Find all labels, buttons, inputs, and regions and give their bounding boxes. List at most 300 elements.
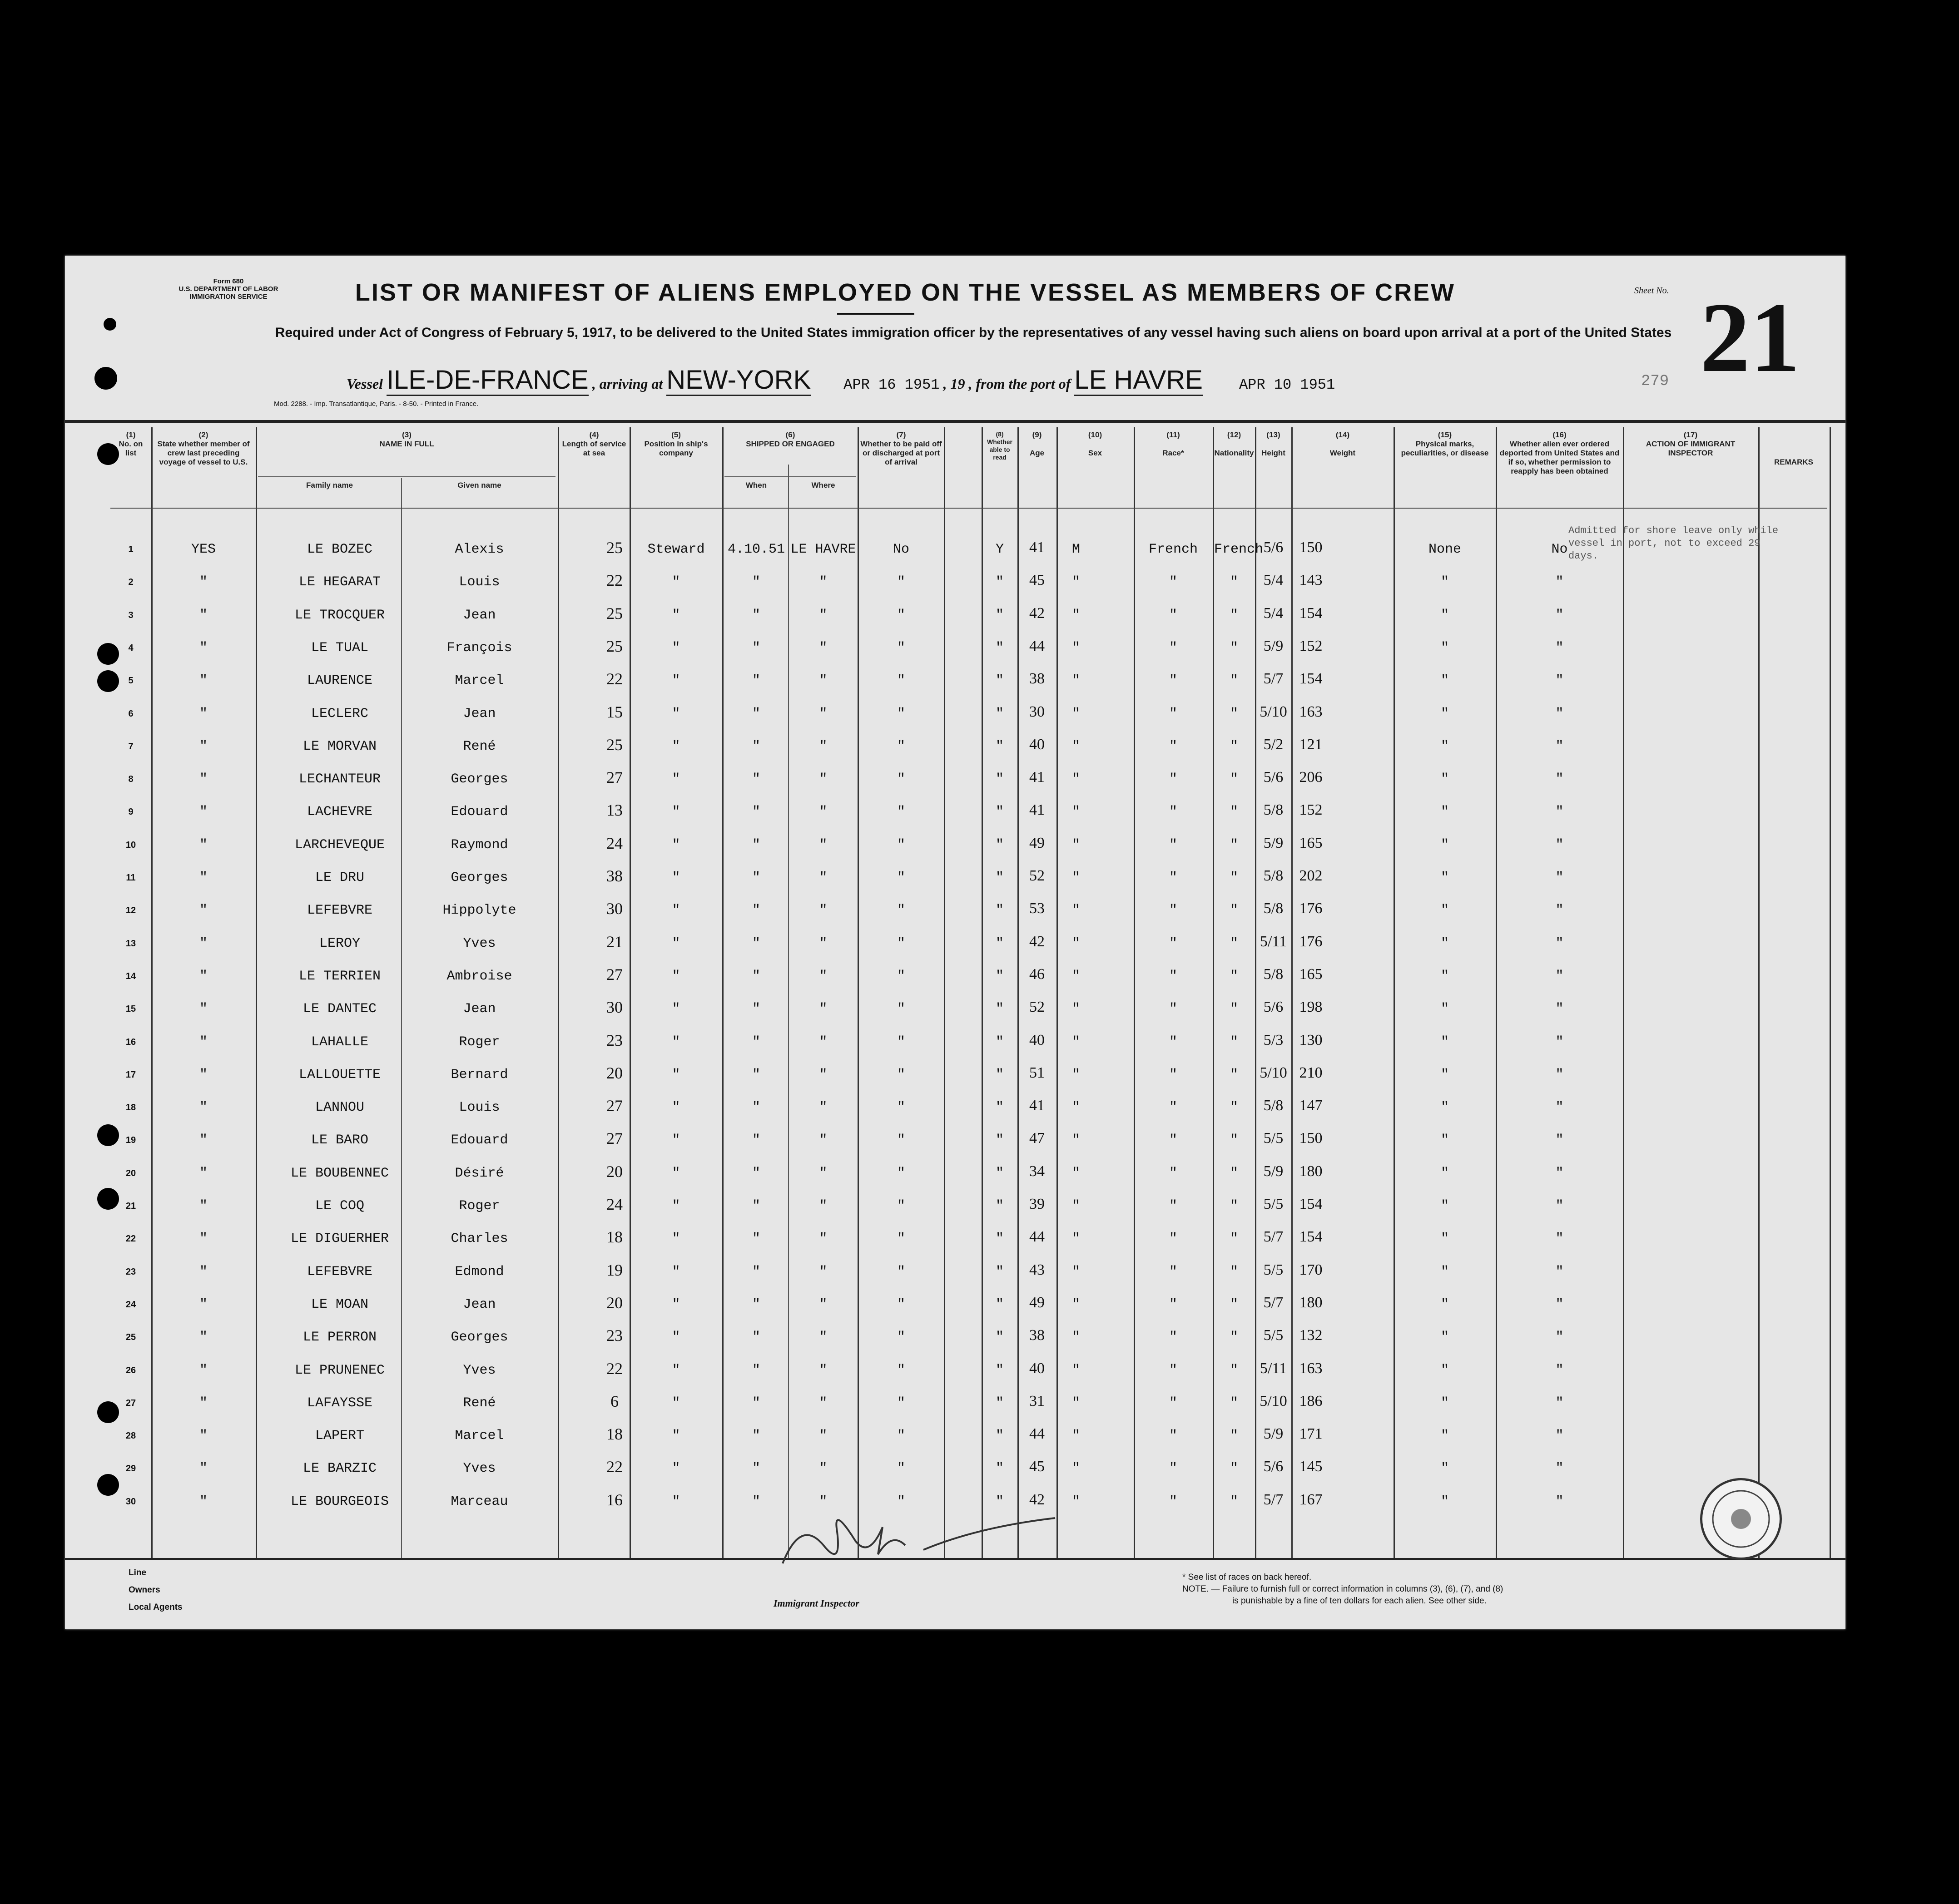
- cell-height: 5/11: [1260, 1360, 1287, 1377]
- cell-weight: 180: [1299, 1162, 1323, 1180]
- cell-nationality: ": [1230, 1001, 1238, 1017]
- cell-race: ": [1169, 640, 1177, 656]
- cell-where: ": [819, 1198, 828, 1214]
- cell-prev: YES: [191, 542, 216, 557]
- cell-deported: ": [1555, 1296, 1564, 1312]
- cell-age: 34: [1029, 1162, 1045, 1180]
- cell-sex: ": [1071, 1133, 1080, 1148]
- cell-age: 47: [1029, 1130, 1045, 1147]
- cell-paid: ": [897, 673, 905, 689]
- cell-marks: ": [1440, 1231, 1449, 1247]
- cell-where: LE HAVRE: [790, 542, 856, 557]
- cell-prev: ": [199, 968, 208, 984]
- cell-height: 5/3: [1263, 1031, 1284, 1048]
- cell-deported: ": [1555, 1100, 1564, 1116]
- cell-sex: ": [1071, 771, 1080, 787]
- cell-where: ": [819, 771, 828, 787]
- header-rule: [65, 420, 1845, 423]
- cell-sex: ": [1071, 1264, 1080, 1280]
- cell-given: Alexis: [455, 542, 504, 557]
- cell-sex: ": [1071, 1067, 1080, 1083]
- cell-given: Marceau: [451, 1494, 508, 1509]
- cell-height: 5/7: [1263, 1491, 1284, 1508]
- cell-height: 5/10: [1260, 1392, 1287, 1409]
- cell-prev: ": [199, 640, 208, 656]
- binder-hole: [97, 643, 119, 665]
- cell-position: ": [672, 870, 680, 885]
- cell-no: 4: [128, 643, 134, 653]
- cell-marks: ": [1440, 640, 1449, 656]
- cell-paid: ": [897, 837, 905, 853]
- cell-service: 18: [606, 1425, 623, 1444]
- cell-where: ": [819, 903, 828, 919]
- cell-given: Bernard: [451, 1067, 508, 1083]
- cell-when: ": [752, 1198, 760, 1214]
- cell-marks: None: [1428, 542, 1461, 557]
- departure-date: APR 10 1951: [1239, 376, 1335, 393]
- cell-nationality: ": [1230, 1133, 1238, 1148]
- cell-age: 42: [1029, 933, 1045, 950]
- crew-row: [65, 932, 1845, 969]
- cell-deported: ": [1555, 935, 1564, 951]
- cell-paid: ": [897, 903, 905, 919]
- cell-nationality: ": [1230, 607, 1238, 623]
- cell-paid: ": [897, 1133, 905, 1148]
- cell-marks: ": [1440, 1034, 1449, 1050]
- cell-weight: 154: [1299, 1196, 1323, 1212]
- cell-marks: ": [1440, 1296, 1449, 1312]
- cell-when: ": [752, 574, 760, 590]
- cell-given: Marcel: [455, 1428, 504, 1444]
- cell-paid: No: [893, 542, 909, 557]
- shore-leave-stamp: Admitted for shore leave only while vessel in port, not to exceed 29 days.: [1568, 525, 1779, 562]
- cell-race: ": [1169, 607, 1177, 623]
- cell-service: 22: [606, 1458, 623, 1476]
- cell-no: 24: [125, 1299, 136, 1310]
- cell-prev: ": [199, 1264, 208, 1280]
- cell-deported: ": [1555, 640, 1564, 656]
- cell-given: Edouard: [451, 804, 508, 820]
- cell-height: 5/4: [1263, 572, 1284, 589]
- cell-sex: ": [1071, 1296, 1080, 1312]
- cell-deported: ": [1555, 706, 1564, 722]
- cell-read: ": [995, 1198, 1004, 1214]
- cell-where: ": [819, 1165, 828, 1181]
- consulate-seal: [1700, 1478, 1782, 1560]
- cell-prev: ": [199, 1494, 208, 1509]
- cell-position: ": [672, 1100, 680, 1116]
- cell-when: ": [752, 903, 760, 919]
- cell-marks: ": [1440, 1428, 1449, 1444]
- cell-age: 44: [1029, 637, 1045, 654]
- cell-where: ": [819, 1100, 828, 1116]
- cell-prev: ": [199, 1231, 208, 1247]
- cell-marks: ": [1440, 1067, 1449, 1083]
- cell-no: 3: [128, 610, 134, 620]
- cell-marks: ": [1440, 968, 1449, 984]
- cell-service: 27: [606, 1097, 623, 1115]
- cell-service: 30: [606, 900, 623, 918]
- sheet-number: 21: [1700, 282, 1800, 393]
- cell-weight: 170: [1299, 1261, 1323, 1278]
- cell-sex: ": [1071, 673, 1080, 689]
- cell-when: ": [752, 968, 760, 984]
- cell-where: ": [819, 1264, 828, 1280]
- cell-where: ": [819, 1001, 828, 1017]
- cell-height: 5/8: [1263, 900, 1284, 917]
- cell-deported: ": [1555, 1133, 1564, 1148]
- cell-given: Marcel: [455, 673, 504, 689]
- cell-read: ": [995, 1296, 1004, 1312]
- cell-deported: ": [1555, 870, 1564, 885]
- cell-given: Jean: [463, 1296, 496, 1312]
- cell-read: ": [995, 607, 1004, 623]
- cell-race: ": [1169, 771, 1177, 787]
- cell-weight: 130: [1299, 1031, 1323, 1048]
- col3-header: (3) NAME IN FULL: [379, 430, 434, 448]
- cell-paid: ": [897, 1067, 905, 1083]
- cell-read: ": [995, 1100, 1004, 1116]
- cell-paid: ": [897, 804, 905, 820]
- footnote: [1182, 1572, 1637, 1607]
- cell-sex: ": [1071, 1362, 1080, 1378]
- cell-prev: ": [199, 1001, 208, 1017]
- cell-service: 27: [606, 965, 623, 984]
- crew-row: [65, 1261, 1845, 1297]
- local-agents-label: Local Agents: [129, 1602, 183, 1612]
- arrival-date: APR 16 1951: [843, 376, 940, 393]
- cell-height: 5/5: [1263, 1130, 1284, 1147]
- cell-position: ": [672, 804, 680, 820]
- crew-row: [65, 670, 1845, 706]
- cell-weight: 150: [1299, 539, 1323, 556]
- cell-position: ": [672, 771, 680, 787]
- cell-height: 5/9: [1263, 834, 1284, 851]
- cell-weight: 167: [1299, 1491, 1323, 1508]
- cell-nationality: ": [1230, 1296, 1238, 1312]
- cell-position: ": [672, 1198, 680, 1214]
- cell-sex: ": [1071, 1231, 1080, 1247]
- cell-age: 51: [1029, 1064, 1045, 1081]
- cell-read: ": [995, 1165, 1004, 1181]
- crew-row: [65, 1097, 1845, 1133]
- subtitle: Required under Act of Congress of February 5, 1917, to be delivered to the United States immigration officer by the representatives of any vessel having such aliens on board upon arrival at a port of the United States: [275, 325, 1672, 340]
- cell-position: ": [672, 1165, 680, 1181]
- cell-age: 38: [1029, 670, 1045, 687]
- cell-when: ": [752, 1034, 760, 1050]
- cell-prev: ": [199, 1198, 208, 1214]
- cell-race: ": [1169, 1494, 1177, 1509]
- crew-row: [65, 900, 1845, 935]
- cell-deported: ": [1555, 1034, 1564, 1050]
- cell-family: LE DANTEC: [303, 1001, 377, 1017]
- cell-marks: ": [1440, 1395, 1449, 1411]
- cell-deported: ": [1555, 1264, 1564, 1280]
- cell-height: 5/9: [1263, 1162, 1284, 1180]
- cell-weight: 154: [1299, 604, 1323, 622]
- cell-read: ": [995, 1067, 1004, 1083]
- cell-family: LE DRU: [315, 870, 365, 885]
- cell-age: 41: [1029, 801, 1045, 819]
- cell-prev: ": [199, 738, 208, 754]
- cell-race: ": [1169, 673, 1177, 689]
- cell-given: Yves: [463, 1362, 496, 1378]
- cell-when: ": [752, 1428, 760, 1444]
- cell-where: ": [819, 1428, 828, 1444]
- cell-when: ": [752, 1231, 760, 1247]
- cell-weight: 154: [1299, 1228, 1323, 1246]
- cell-where: ": [819, 1461, 828, 1477]
- cell-nationality: ": [1230, 1165, 1238, 1181]
- cell-height: 5/2: [1263, 736, 1284, 753]
- cell-weight: 152: [1299, 801, 1323, 819]
- cell-nationality: ": [1230, 804, 1238, 820]
- cell-service: 20: [606, 1063, 623, 1082]
- cell-marks: ": [1440, 1198, 1449, 1214]
- cell-paid: ": [897, 738, 905, 754]
- stamp-number: 279: [1641, 373, 1669, 390]
- binder-hole: [97, 443, 119, 465]
- cell-where: ": [819, 607, 828, 623]
- cell-height: 5/8: [1263, 1097, 1284, 1114]
- cell-deported: ": [1555, 1461, 1564, 1477]
- cell-no: 16: [125, 1037, 136, 1047]
- cell-position: Steward: [647, 542, 705, 557]
- cell-no: 10: [125, 840, 136, 850]
- cell-position: ": [672, 1330, 680, 1345]
- cell-when: ": [752, 706, 760, 722]
- cell-given: Edouard: [451, 1133, 508, 1148]
- cell-given: Louis: [459, 1100, 500, 1116]
- cell-family: LANNOU: [315, 1100, 365, 1116]
- cell-service: 27: [606, 1129, 623, 1148]
- cell-when: ": [752, 1001, 760, 1017]
- cell-race: ": [1169, 1395, 1177, 1411]
- cell-nationality: ": [1230, 1428, 1238, 1444]
- cell-service: 22: [606, 1359, 623, 1378]
- cell-marks: ": [1440, 1100, 1449, 1116]
- cell-race: ": [1169, 870, 1177, 885]
- crew-row: [65, 604, 1845, 640]
- cell-nationality: ": [1230, 1395, 1238, 1411]
- cell-family: LAFAYSSE: [307, 1395, 373, 1411]
- cell-position: ": [672, 1428, 680, 1444]
- cell-no: 28: [125, 1431, 136, 1441]
- cell-family: LE COQ: [315, 1198, 365, 1214]
- cell-where: ": [819, 1231, 828, 1247]
- cell-when: 4.10.51: [727, 542, 785, 557]
- cell-given: Hippolyte: [442, 903, 516, 919]
- cell-deported: ": [1555, 1231, 1564, 1247]
- cell-paid: ": [897, 607, 905, 623]
- crew-row: [65, 1425, 1845, 1461]
- cell-sex: ": [1071, 1461, 1080, 1477]
- cell-no: 6: [128, 708, 134, 719]
- cell-read: ": [995, 738, 1004, 754]
- cell-when: ": [752, 1296, 760, 1312]
- crew-row: [65, 1063, 1845, 1100]
- cell-when: ": [752, 1494, 760, 1509]
- vessel-name: ILE-DE-FRANCE: [387, 365, 589, 396]
- cell-family: LEFEBVRE: [307, 903, 373, 919]
- cell-age: 46: [1029, 965, 1045, 983]
- col15-header: (15) Physical marks, peculiarities, or disease: [1401, 430, 1489, 457]
- cell-deported: ": [1555, 1067, 1564, 1083]
- crew-row: [65, 1392, 1845, 1428]
- cell-position: ": [672, 1264, 680, 1280]
- cell-marks: ": [1440, 1362, 1449, 1378]
- cell-weight: 176: [1299, 933, 1323, 950]
- cell-read: ": [995, 804, 1004, 820]
- cell-when: ": [752, 1100, 760, 1116]
- cell-when: ": [752, 1395, 760, 1411]
- cell-when: ": [752, 1067, 760, 1083]
- cell-position: ": [672, 1494, 680, 1509]
- cell-prev: ": [199, 1461, 208, 1477]
- cell-sex: ": [1071, 1100, 1080, 1116]
- cell-marks: ": [1440, 738, 1449, 754]
- cell-family: LE TERRIEN: [298, 968, 381, 984]
- cell-family: LECHANTEUR: [298, 771, 381, 787]
- cell-position: ": [672, 903, 680, 919]
- cell-read: Y: [995, 542, 1004, 557]
- cell-nationality: ": [1230, 673, 1238, 689]
- cell-where: ": [819, 804, 828, 820]
- cell-when: ": [752, 1461, 760, 1477]
- cell-where: ": [819, 640, 828, 656]
- cell-position: ": [672, 935, 680, 951]
- cell-given: Charles: [451, 1231, 508, 1247]
- cell-given: Yves: [463, 1461, 496, 1477]
- cell-read: ": [995, 1461, 1004, 1477]
- cell-read: ": [995, 837, 1004, 853]
- cell-marks: ": [1440, 804, 1449, 820]
- binder-hole: [94, 367, 117, 390]
- cell-age: 45: [1029, 1458, 1045, 1475]
- cell-when: ": [752, 640, 760, 656]
- cell-family: LE BOURGEOIS: [290, 1494, 389, 1509]
- cell-race: ": [1169, 1100, 1177, 1116]
- cell-weight: 163: [1299, 1360, 1323, 1377]
- cell-service: 25: [606, 735, 623, 754]
- cell-no: 26: [125, 1365, 136, 1375]
- cell-read: ": [995, 1330, 1004, 1345]
- cell-sex: ": [1071, 1001, 1080, 1017]
- cell-where: ": [819, 706, 828, 722]
- cell-read: ": [995, 1034, 1004, 1050]
- cell-height: 5/11: [1260, 933, 1287, 950]
- cell-where: ": [819, 738, 828, 754]
- cell-where: ": [819, 1330, 828, 1345]
- cell-prev: ": [199, 1067, 208, 1083]
- crew-row: [65, 571, 1845, 607]
- col2-header: (2) State whether member of crew last preceding voyage of vessel to U.S.: [157, 430, 250, 466]
- cell-deported: ": [1555, 771, 1564, 787]
- cell-family: LE MORVAN: [303, 738, 377, 754]
- col13-header: (13) Height: [1261, 430, 1285, 457]
- cell-height: 5/8: [1263, 801, 1284, 819]
- cell-when: ": [752, 1362, 760, 1378]
- cell-race: ": [1169, 1461, 1177, 1477]
- cell-nationality: ": [1230, 771, 1238, 787]
- cell-given: Jean: [463, 1001, 496, 1017]
- cell-nationality: ": [1230, 1231, 1238, 1247]
- cell-family: LALLOUETTE: [298, 1067, 381, 1083]
- cell-prev: ": [199, 1330, 208, 1345]
- cell-when: ": [752, 1165, 760, 1181]
- cell-family: LE PRUNENEC: [294, 1362, 385, 1378]
- cell-given: Yves: [463, 935, 496, 951]
- title-rule: [837, 313, 914, 315]
- crew-row: [65, 768, 1845, 804]
- owners-label: Owners: [129, 1585, 160, 1595]
- cell-race: ": [1169, 1428, 1177, 1444]
- col10-header: (10) Sex: [1088, 430, 1102, 457]
- cell-position: ": [672, 706, 680, 722]
- cell-position: ": [672, 1067, 680, 1083]
- cell-nationality: ": [1230, 574, 1238, 590]
- cell-deported: No: [1551, 542, 1568, 557]
- year-label: , 19: [943, 376, 965, 392]
- col18-header: REMARKS: [1774, 458, 1813, 466]
- vessel-label: Vessel: [347, 376, 383, 392]
- cell-age: 40: [1029, 736, 1045, 753]
- cell-when: ": [752, 673, 760, 689]
- cell-no: 20: [125, 1168, 136, 1178]
- cell-position: ": [672, 837, 680, 853]
- cell-prev: ": [199, 837, 208, 853]
- cell-position: ": [672, 1034, 680, 1050]
- col1-header: (1) No. on list: [119, 430, 143, 457]
- cell-given: Georges: [451, 870, 508, 885]
- cell-read: ": [995, 673, 1004, 689]
- cell-no: 12: [125, 905, 136, 916]
- cell-prev: ": [199, 1296, 208, 1312]
- cell-height: 5/9: [1263, 1425, 1284, 1443]
- cell-paid: ": [897, 574, 905, 590]
- cell-when: ": [752, 771, 760, 787]
- cell-age: 49: [1029, 834, 1045, 851]
- cell-height: 5/8: [1263, 867, 1284, 884]
- cell-height: 5/10: [1260, 703, 1287, 720]
- crew-row: [65, 1129, 1845, 1165]
- cell-marks: ": [1440, 673, 1449, 689]
- cell-sex: ": [1071, 804, 1080, 820]
- cell-no: 30: [125, 1496, 136, 1507]
- cell-nationality: ": [1230, 706, 1238, 722]
- cell-family: LE BARZIC: [303, 1461, 377, 1477]
- cell-race: ": [1169, 1296, 1177, 1312]
- cell-weight: 165: [1299, 965, 1323, 983]
- cell-paid: ": [897, 870, 905, 885]
- cell-height: 5/8: [1263, 965, 1284, 983]
- cell-marks: ": [1440, 771, 1449, 787]
- cell-age: 41: [1029, 769, 1045, 786]
- col6-header: (6) SHIPPED OR ENGAGED: [746, 430, 835, 448]
- cell-paid: ": [897, 935, 905, 951]
- cell-no: 21: [125, 1201, 136, 1211]
- cell-race: ": [1169, 1001, 1177, 1017]
- cell-when: ": [752, 607, 760, 623]
- cell-no: 15: [125, 1004, 136, 1014]
- crew-row: [65, 1458, 1845, 1494]
- cell-deported: ": [1555, 1395, 1564, 1411]
- cell-deported: ": [1555, 738, 1564, 754]
- col9-header: (9) Age: [1029, 430, 1045, 457]
- cell-given: Raymond: [451, 837, 508, 853]
- cell-sex: ": [1071, 1494, 1080, 1509]
- cell-no: 29: [125, 1464, 136, 1474]
